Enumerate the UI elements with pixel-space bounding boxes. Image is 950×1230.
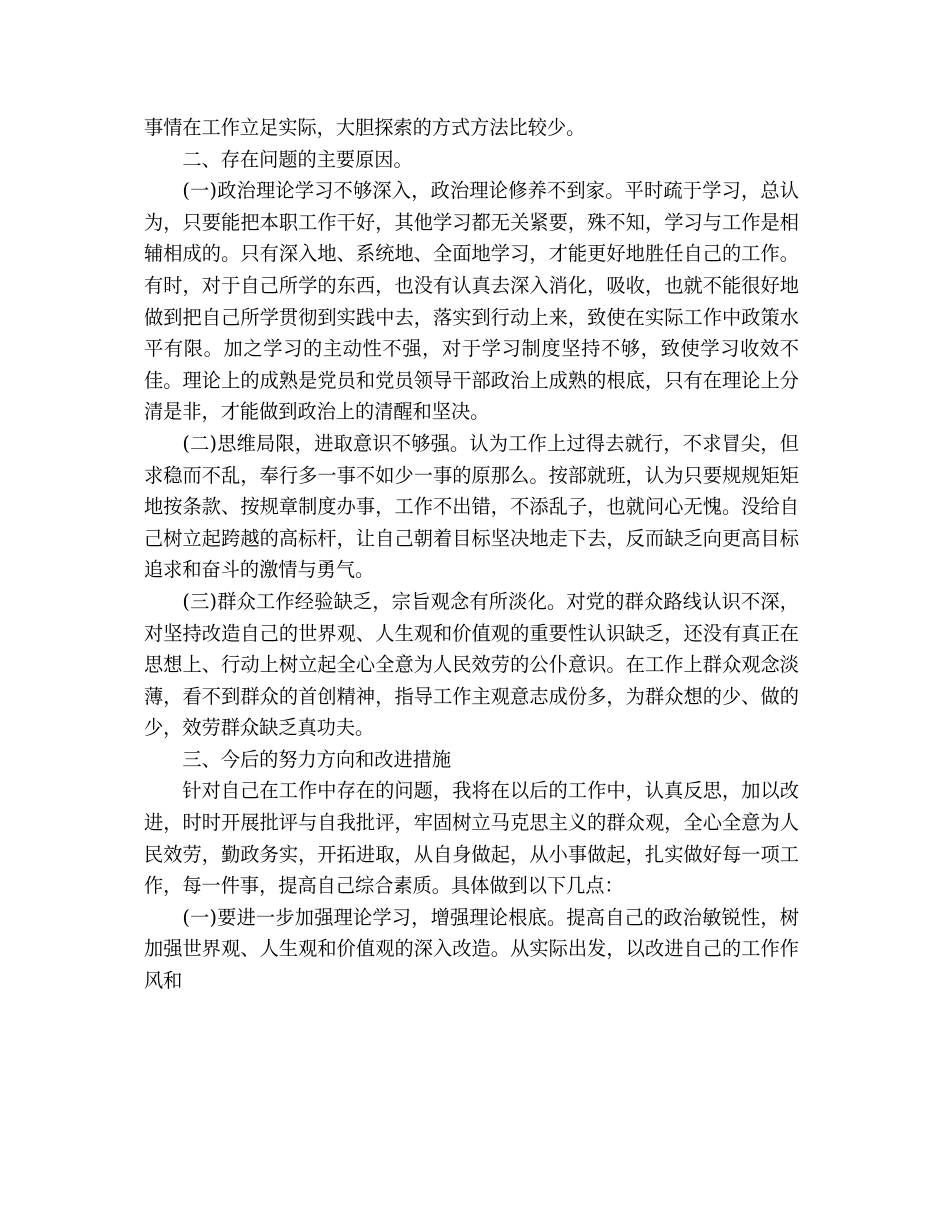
section-heading-main-causes: 二、存在问题的主要原因。 <box>182 147 413 171</box>
paragraph-cause-3: (三)群众工作经验缺乏，宗旨观念有所淡化。对党的群众路线认识不深，对坚持改造自己的世界观、人生观和价值观的重要性认识缺乏，还没有真正在思想上、行动上树立起全心全意为人民效劳的公仆意识。在工作上群众观念淡薄，看不到群众的首创精神，指导工作主观意志成份多，为群众想的少、做的少，效劳群众缺乏真功夫。 <box>144 589 799 740</box>
paragraph-improvement-intro: 针对自己在工作中存在的问题，我将在以后的工作中，认真反思，加以改进，时时开展批评与自我批评，牢固树立马克思主义的群众观，全心全意为人民效劳，勤政务实，开拓进取，从自身做起，从小事做起，扎实做好每一项工作，每一件事，提高自己综合素质。具体做到以下几点： <box>144 779 799 898</box>
section-heading-improvements: 三、今后的努力方向和改进措施 <box>182 747 452 771</box>
paragraph-cause-2: (二)思维局限，进取意识不够强。认为工作上过得去就行，不求冒尖，但求稳而不乱，奉行多一事不如少一事的原那么。按部就班，认为只要规规矩矩地按条款、按规章制度办事，工作不出错，不添乱子，也就问心无愧。没给自己树立起跨越的高标杆，让自己朝着目标坚决地走下去，反而缺乏向更高目标追求和奋斗的激情与勇气。 <box>144 431 799 582</box>
paragraph-measure-1: (一)要进一步加强理论学习，增强理论根底。提高自己的政治敏锐性，树加强世界观、人生观和价值观的深入改造。从实际出发，以改进自己的工作作风和 <box>144 905 799 993</box>
document-page <box>144 112 799 997</box>
paragraph-cause-1: (一)政治理论学习不够深入，政治理论修养不到家。平时疏于学习，总认为，只要能把本职工作干好，其他学习都无关紧要，殊不知，学习与工作是相辅相成的。只有深入地、系统地、全面地学习，才能更好地胜任自己的工作。有时，对于自己所学的东西，也没有认真去深入消化，吸收，也就不能很好地做到把自己所学贯彻到实践中去，落实到行动上来，致使在实际工作中政策水平有限。加之学习的主动性不强，对于学习制度坚持不够，致使学习收效不佳。理论上的成熟是党员和党员领导干部政治上成熟的根底，只有在理论上分清是非，才能做到政治上的清醒和坚决。 <box>144 179 799 424</box>
paragraph-continuation: 事情在工作立足实际，大胆探索的方式方法比较少。 <box>144 116 586 139</box>
